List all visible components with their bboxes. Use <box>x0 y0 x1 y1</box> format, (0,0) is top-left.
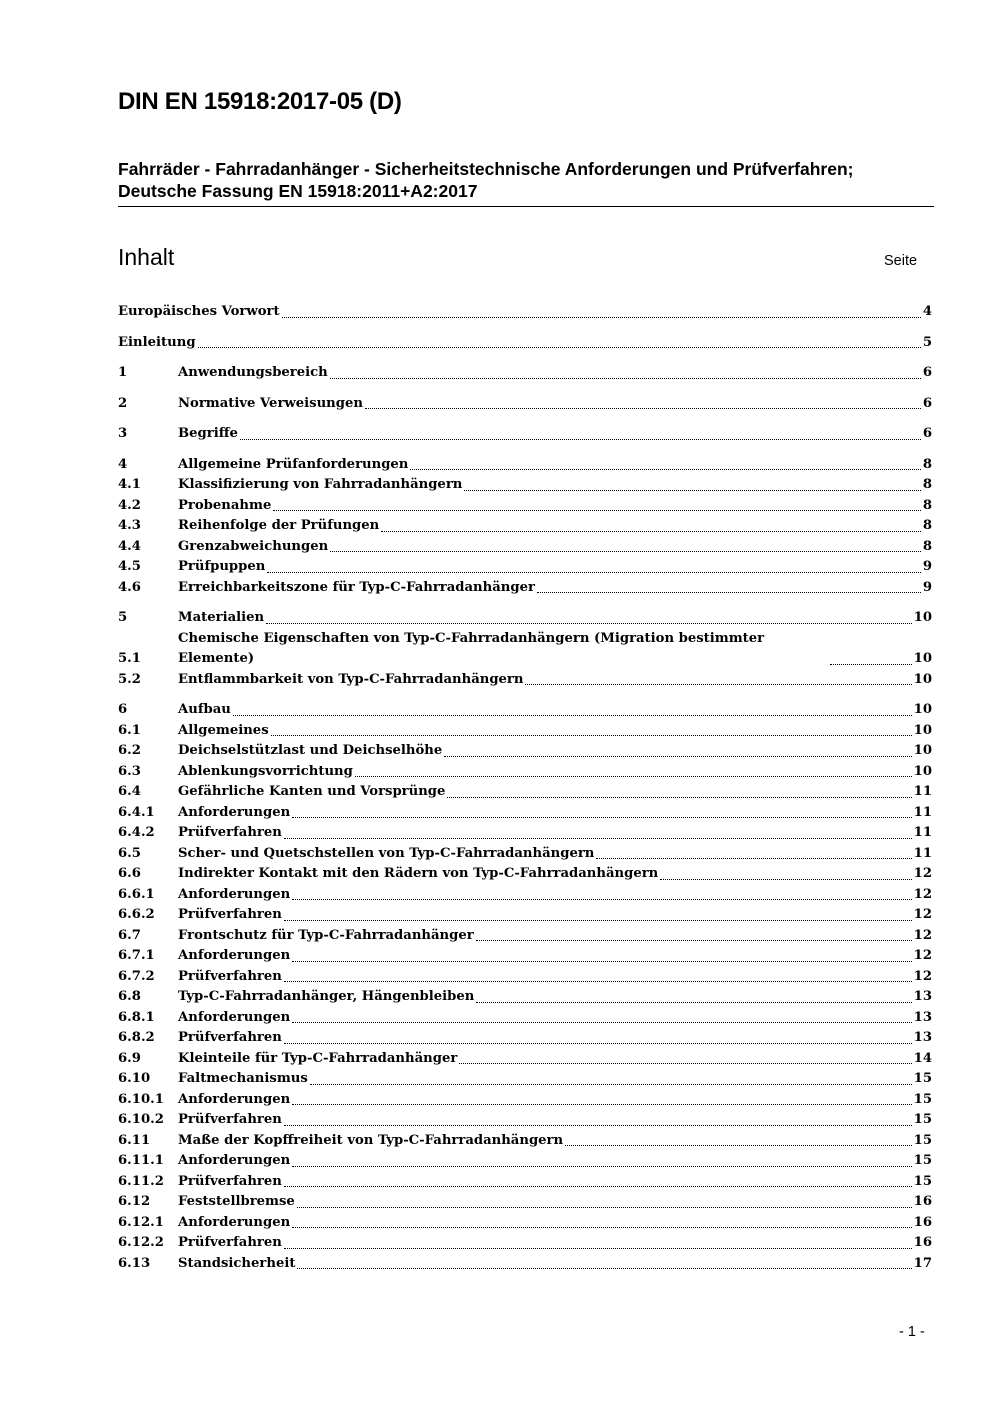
toc-dot-leader <box>476 940 912 941</box>
toc-entry-page: 16 <box>913 1214 932 1230</box>
toc-entry-number: 4.4 <box>118 538 141 554</box>
toc-entry-page: 12 <box>913 886 932 902</box>
toc-dot-leader <box>537 592 921 593</box>
toc-dot-leader <box>284 1248 912 1249</box>
toc-entry[interactable] <box>118 333 932 354</box>
toc-entry-page: 10 <box>913 651 932 666</box>
toc-entry-label: Chemische Eigenschaften von Typ-C-Fahrradanhängern (Migration bestimmter Elemente) <box>178 630 765 666</box>
toc-entry-number: 6.9 <box>118 1050 141 1066</box>
toc-dot-leader <box>266 623 912 624</box>
toc-entry-label-wrap <box>178 762 914 783</box>
toc-dot-leader <box>330 551 921 552</box>
toc-entry-label: Deichselstützlast und Deichselhöhe <box>178 743 443 758</box>
toc-entry-page: 15 <box>913 1132 932 1148</box>
toc-entry-number: 6.3 <box>118 763 141 779</box>
toc-entry-label-wrap <box>178 1090 914 1111</box>
toc-entry-label-wrap <box>178 741 914 762</box>
toc-entry-page: 15 <box>913 1091 932 1107</box>
toc-entry-label-wrap <box>178 926 914 947</box>
toc-entry-page: 16 <box>913 1194 932 1209</box>
toc-entry-number: 2 <box>118 395 128 411</box>
toc-entry-label-wrap <box>178 455 923 476</box>
toc-entry-number: 6.7.1 <box>118 948 155 963</box>
toc-entry[interactable] <box>118 721 932 742</box>
toc-dot-leader <box>198 347 921 348</box>
toc-entry-label-wrap <box>178 363 923 384</box>
toc-entry-label: Anforderungen <box>178 1091 291 1107</box>
toc-entry-label-wrap <box>178 721 914 742</box>
toc-dot-leader <box>292 1227 911 1228</box>
toc-dot-leader <box>297 1268 911 1269</box>
toc-entry-number: 3 <box>118 426 128 441</box>
toc-dot-leader <box>459 1063 911 1064</box>
toc-entry-label-wrap <box>178 803 914 824</box>
toc-entry[interactable] <box>118 864 932 885</box>
toc-entry-number: 6.12 <box>118 1194 151 1209</box>
toc-entry-number: 4.1 <box>118 477 141 492</box>
toc-entry[interactable] <box>118 475 932 496</box>
toc-entry-label: Einleitung <box>118 334 196 350</box>
toc-entry-page: 12 <box>913 866 932 881</box>
toc-entry-label-wrap <box>178 1110 914 1131</box>
toc-entry[interactable] <box>118 803 932 824</box>
toc-entry-label-wrap <box>178 1192 914 1213</box>
toc-dot-leader <box>297 1207 912 1208</box>
toc-entry-label: Prüfpuppen <box>178 559 266 574</box>
toc-entry[interactable] <box>118 1008 932 1029</box>
toc-entry-label-wrap <box>178 629 914 670</box>
toc-entry-number: 6.6 <box>118 866 141 881</box>
toc-entry-label: Anforderungen <box>178 804 291 820</box>
toc-entry-page: 8 <box>922 456 932 472</box>
toc-entry-label: Normative Verweisungen <box>178 395 363 411</box>
toc-entry-label: Maße der Kopffreiheit von Typ-C-Fahrradanhängern <box>178 1132 564 1148</box>
toc-dot-leader <box>410 469 920 470</box>
toc-entry-page: 11 <box>913 845 932 861</box>
toc-entry-page: 8 <box>922 497 932 513</box>
toc-entry-label-wrap <box>178 700 914 721</box>
toc-entry[interactable] <box>118 1110 932 1131</box>
toc-entry-label-wrap <box>178 844 914 865</box>
toc-entry[interactable] <box>118 363 932 384</box>
toc-dot-leader <box>565 1145 912 1146</box>
toc-entry-label: Prüfverfahren <box>178 1030 282 1045</box>
toc-entry-number: 6.11.1 <box>118 1153 164 1168</box>
toc-dot-leader <box>330 378 921 379</box>
toc-entry-number: 4 <box>118 456 128 472</box>
toc-dot-leader <box>355 776 912 777</box>
toc-entry-label-wrap <box>178 946 914 967</box>
toc-entry-number: 5.1 <box>118 651 141 666</box>
toc-entry[interactable] <box>118 516 932 537</box>
toc-entry-page: 10 <box>913 610 932 625</box>
toc-entry-page: 6 <box>922 395 932 411</box>
toc-entry-label-wrap <box>178 516 923 537</box>
toc-entry-number: 6.8.2 <box>118 1030 155 1045</box>
toc-entry-label-wrap <box>178 1028 914 1049</box>
toc-entry[interactable] <box>118 424 932 445</box>
toc-entry-label-wrap <box>178 1131 914 1152</box>
toc-entry-page: 11 <box>913 784 932 799</box>
toc-entry-page: 14 <box>913 1050 932 1066</box>
toc-entry-page: 12 <box>913 968 932 984</box>
toc-entry[interactable] <box>118 394 932 415</box>
toc-entry-number: 6.6.1 <box>118 886 155 902</box>
toc-entry[interactable] <box>118 537 932 558</box>
toc-entry-page: 9 <box>922 579 932 595</box>
toc-entry[interactable] <box>118 496 932 517</box>
toc-entry-page: 9 <box>922 559 932 574</box>
toc-entry-number: 6.6.2 <box>118 907 155 922</box>
toc-entry[interactable] <box>118 1049 932 1070</box>
table-of-contents <box>118 302 932 1274</box>
toc-entry-number: 6.4 <box>118 784 141 799</box>
toc-entry-page: 8 <box>922 477 932 492</box>
toc-entry-page: 12 <box>913 948 932 963</box>
toc-entry-label-wrap <box>178 496 923 517</box>
toc-entry-label: Prüfverfahren <box>178 1235 282 1250</box>
toc-entry-label: Grenzabweichungen <box>178 538 329 554</box>
toc-entry-label-wrap <box>178 394 923 415</box>
toc-dot-leader <box>292 817 911 818</box>
toc-entry-number: 6.10.2 <box>118 1112 164 1127</box>
toc-dot-leader <box>284 920 912 921</box>
toc-entry[interactable] <box>118 782 932 803</box>
toc-dot-leader <box>292 961 911 962</box>
toc-entry-label: Begriffe <box>178 426 238 441</box>
toc-entry-page: 15 <box>913 1112 932 1127</box>
toc-dot-leader <box>381 531 921 532</box>
toc-entry-page: 13 <box>913 1009 932 1025</box>
toc-entry-label-wrap <box>178 1151 914 1172</box>
toc-entry[interactable] <box>118 557 932 578</box>
toc-entry-label: Frontschutz für Typ-C-Fahrradanhänger <box>178 927 474 943</box>
toc-entry-number: 6.7 <box>118 927 141 943</box>
toc-entry-label-wrap <box>178 885 914 906</box>
toc-entry-label: Prüfverfahren <box>178 825 282 840</box>
toc-entry-number: 6.2 <box>118 743 141 758</box>
toc-entry-label: Anforderungen <box>178 1214 291 1230</box>
toc-entry-label-wrap <box>178 1049 914 1070</box>
toc-entry-label: Ablenkungsvorrichtung <box>178 763 353 779</box>
toc-entry-label: Prüfverfahren <box>178 907 282 922</box>
toc-entry[interactable] <box>118 885 932 906</box>
toc-entry-label: Feststellbremse <box>178 1194 295 1209</box>
toc-entry-label: Entflammbarkeit von Typ-C-Fahrradanhängern <box>178 671 524 687</box>
toc-dot-leader <box>292 899 911 900</box>
toc-dot-leader <box>292 1022 911 1023</box>
toc-entry-number: 6.8 <box>118 989 141 1004</box>
toc-entry-label: Prüfverfahren <box>178 1112 282 1127</box>
toc-entry-page: 5 <box>922 334 932 350</box>
title-divider <box>118 206 934 207</box>
toc-entry-label-wrap <box>178 987 914 1008</box>
toc-entry-page: 15 <box>913 1153 932 1168</box>
toc-entry-label: Anforderungen <box>178 1009 291 1025</box>
toc-entry-number: 6.11 <box>118 1132 151 1148</box>
toc-entry-page: 4 <box>922 304 932 319</box>
toc-entry-page: 16 <box>913 1235 932 1250</box>
toc-entry-number: 6.8.1 <box>118 1009 155 1025</box>
toc-entry-page: 6 <box>922 365 932 380</box>
toc-entry-label: Allgemeines <box>178 722 269 738</box>
toc-dot-leader <box>660 879 911 880</box>
toc-dot-leader <box>284 838 912 839</box>
toc-entry[interactable] <box>118 608 932 629</box>
toc-entry-number: 6.12.1 <box>118 1214 164 1230</box>
toc-entry-number: 6.4.1 <box>118 804 155 820</box>
toc-entry-label-wrap <box>178 1008 914 1029</box>
toc-dot-leader <box>292 1166 911 1167</box>
toc-dot-leader <box>476 1002 911 1003</box>
toc-entry-label-wrap <box>178 1069 914 1090</box>
toc-entry-label-wrap <box>178 1172 914 1193</box>
toc-dot-leader <box>240 439 921 440</box>
toc-entry-number: 6.1 <box>118 722 141 738</box>
toc-entry-page: 13 <box>913 989 932 1004</box>
page-column-label: Seite <box>884 253 918 269</box>
toc-heading: Inhalt <box>118 244 175 270</box>
toc-entry[interactable] <box>118 1213 932 1234</box>
toc-entry-page: 12 <box>913 927 932 943</box>
toc-dot-leader <box>365 408 921 409</box>
toc-entry-page: 6 <box>922 426 932 441</box>
toc-dot-leader <box>310 1084 912 1085</box>
toc-entry-label-wrap <box>178 578 923 599</box>
toc-entry-number: 6.12.2 <box>118 1235 164 1250</box>
toc-entry-page: 10 <box>913 763 932 779</box>
toc-entry-label: Allgemeine Prüfanforderungen <box>178 456 409 472</box>
toc-entry-label: Erreichbarkeitszone für Typ-C-Fahrradanhänger <box>178 579 535 595</box>
toc-entry-label: Indirekter Kontakt mit den Rädern von Typ-C-Fahrradanhängern <box>178 866 659 881</box>
toc-entry-number: 6.13 <box>118 1255 151 1271</box>
toc-entry[interactable] <box>118 1254 932 1275</box>
toc-entry-label: Probenahme <box>178 497 272 513</box>
document-title: DIN EN 15918:2017-05 (D) <box>118 88 402 115</box>
toc-entry[interactable] <box>118 926 932 947</box>
toc-entry[interactable] <box>118 455 932 476</box>
toc-entry-page: 10 <box>913 702 932 717</box>
toc-dot-leader <box>271 735 912 736</box>
toc-entry[interactable] <box>118 844 932 865</box>
toc-dot-leader <box>447 797 911 798</box>
toc-entry-page: 8 <box>922 518 932 533</box>
toc-entry-number: 4.3 <box>118 518 141 533</box>
toc-dot-leader <box>284 1125 912 1126</box>
toc-entry-page: 13 <box>913 1030 932 1045</box>
toc-entry[interactable] <box>118 823 932 844</box>
toc-entry-label-wrap <box>178 905 914 926</box>
toc-entry-label-wrap <box>178 864 914 885</box>
toc-entry-page: 15 <box>913 1173 932 1189</box>
toc-dot-leader <box>282 317 921 318</box>
toc-entry-page: 8 <box>922 538 932 554</box>
toc-entry[interactable] <box>118 1151 932 1172</box>
toc-entry-label: Kleinteile für Typ-C-Fahrradanhänger <box>178 1050 458 1066</box>
toc-entry[interactable] <box>118 700 932 721</box>
document-subtitle: Fahrräder - Fahrradanhänger - Sicherheitstechnische Anforderungen und Prüfverfahren; Deutsche Fassung EN 15918:2011+A2:2017 <box>118 159 854 201</box>
toc-entry-label: Klassifizierung von Fahrradanhängern <box>178 477 463 492</box>
toc-entry[interactable] <box>118 1233 932 1254</box>
toc-entry-label: Reihenfolge der Prüfungen <box>178 518 380 533</box>
toc-entry[interactable] <box>118 905 932 926</box>
toc-entry-label: Typ-C-Fahrradanhänger, Hängenbleiben <box>178 989 475 1004</box>
toc-entry-number: 6 <box>118 702 128 717</box>
toc-dot-leader <box>292 1104 911 1105</box>
toc-dot-leader <box>596 858 911 859</box>
toc-dot-leader <box>444 756 911 757</box>
toc-entry[interactable] <box>118 1090 932 1111</box>
toc-entry-label: Gefährliche Kanten und Vorsprünge <box>178 784 446 799</box>
toc-entry-label-wrap <box>118 333 923 354</box>
page-number: - 1 - <box>899 1324 925 1340</box>
toc-entry-label: Aufbau <box>178 702 231 717</box>
toc-entry-label-wrap <box>178 608 914 629</box>
toc-entry-page: 11 <box>913 825 932 840</box>
toc-entry[interactable] <box>118 1028 932 1049</box>
toc-entry-number: 5 <box>118 610 128 625</box>
toc-entry-label-wrap <box>178 782 914 803</box>
toc-entry[interactable] <box>118 1192 932 1213</box>
toc-entry-number: 4.5 <box>118 559 141 574</box>
toc-entry[interactable] <box>118 670 932 691</box>
toc-entry-number: 4.6 <box>118 579 141 595</box>
toc-entry-label: Prüfverfahren <box>178 968 282 984</box>
toc-dot-leader <box>273 510 920 511</box>
toc-entry-label-wrap <box>178 823 914 844</box>
toc-entry-page: 15 <box>913 1071 932 1086</box>
toc-entry-number: 4.2 <box>118 497 141 513</box>
toc-dot-leader <box>464 490 920 491</box>
toc-dot-leader <box>284 1186 912 1187</box>
toc-entry-page: 10 <box>913 743 932 758</box>
toc-entry-number: 6.4.2 <box>118 825 155 840</box>
toc-entry-label-wrap <box>178 1213 914 1234</box>
toc-entry-number: 6.7.2 <box>118 968 155 984</box>
toc-entry[interactable] <box>118 967 932 988</box>
toc-entry-number: 1 <box>118 365 128 380</box>
toc-dot-leader <box>233 715 912 716</box>
toc-entry-number: 6.10.1 <box>118 1091 164 1107</box>
toc-entry-page: 10 <box>913 671 932 687</box>
toc-entry-label: Anforderungen <box>178 1153 291 1168</box>
toc-entry-label-wrap <box>178 670 914 691</box>
toc-entry-page: 11 <box>913 804 932 820</box>
toc-entry-label: Anforderungen <box>178 948 291 963</box>
toc-dot-leader <box>525 684 911 685</box>
toc-dot-leader <box>267 572 920 573</box>
toc-entry-page: 10 <box>913 722 932 738</box>
toc-entry-number: 6.5 <box>118 845 141 861</box>
toc-entry-label-wrap <box>178 967 914 988</box>
toc-entry-label: Materialien <box>178 610 265 625</box>
toc-entry[interactable] <box>118 741 932 762</box>
toc-entry-label-wrap <box>178 424 923 445</box>
toc-entry-label: Europäisches Vorwort <box>118 304 280 319</box>
toc-entry-number: 6.10 <box>118 1071 151 1086</box>
toc-entry-number: 6.11.2 <box>118 1173 164 1189</box>
toc-entry-label: Anwendungsbereich <box>178 365 328 380</box>
toc-entry[interactable] <box>118 302 932 323</box>
toc-entry-label-wrap <box>178 475 923 496</box>
toc-entry[interactable] <box>118 1131 932 1152</box>
toc-entry[interactable] <box>118 1069 932 1090</box>
toc-dot-leader <box>830 664 912 665</box>
toc-entry-label-wrap <box>178 1233 914 1254</box>
toc-entry-label-wrap <box>118 302 923 323</box>
toc-entry-page: 12 <box>913 907 932 922</box>
toc-entry-label-wrap <box>178 557 923 578</box>
toc-entry[interactable] <box>118 578 932 599</box>
toc-entry-label: Prüfverfahren <box>178 1173 282 1189</box>
toc-entry-label-wrap <box>178 537 923 558</box>
toc-entry-label: Scher- und Quetschstellen von Typ-C-Fahrradanhängern <box>178 845 595 861</box>
toc-entry[interactable] <box>118 1172 932 1193</box>
toc-entry-label-wrap <box>178 1254 914 1275</box>
toc-entry[interactable] <box>118 762 932 783</box>
toc-entry-label: Anforderungen <box>178 886 291 902</box>
toc-dot-leader <box>284 1043 912 1044</box>
toc-entry[interactable] <box>118 629 932 670</box>
toc-entry-page: 17 <box>913 1255 932 1271</box>
toc-entry-label: Standsicherheit <box>178 1255 296 1271</box>
toc-entry-label: Faltmechanismus <box>178 1071 308 1086</box>
toc-entry[interactable] <box>118 987 932 1008</box>
toc-entry[interactable] <box>118 946 932 967</box>
toc-dot-leader <box>284 981 912 982</box>
toc-entry-number: 5.2 <box>118 671 141 687</box>
